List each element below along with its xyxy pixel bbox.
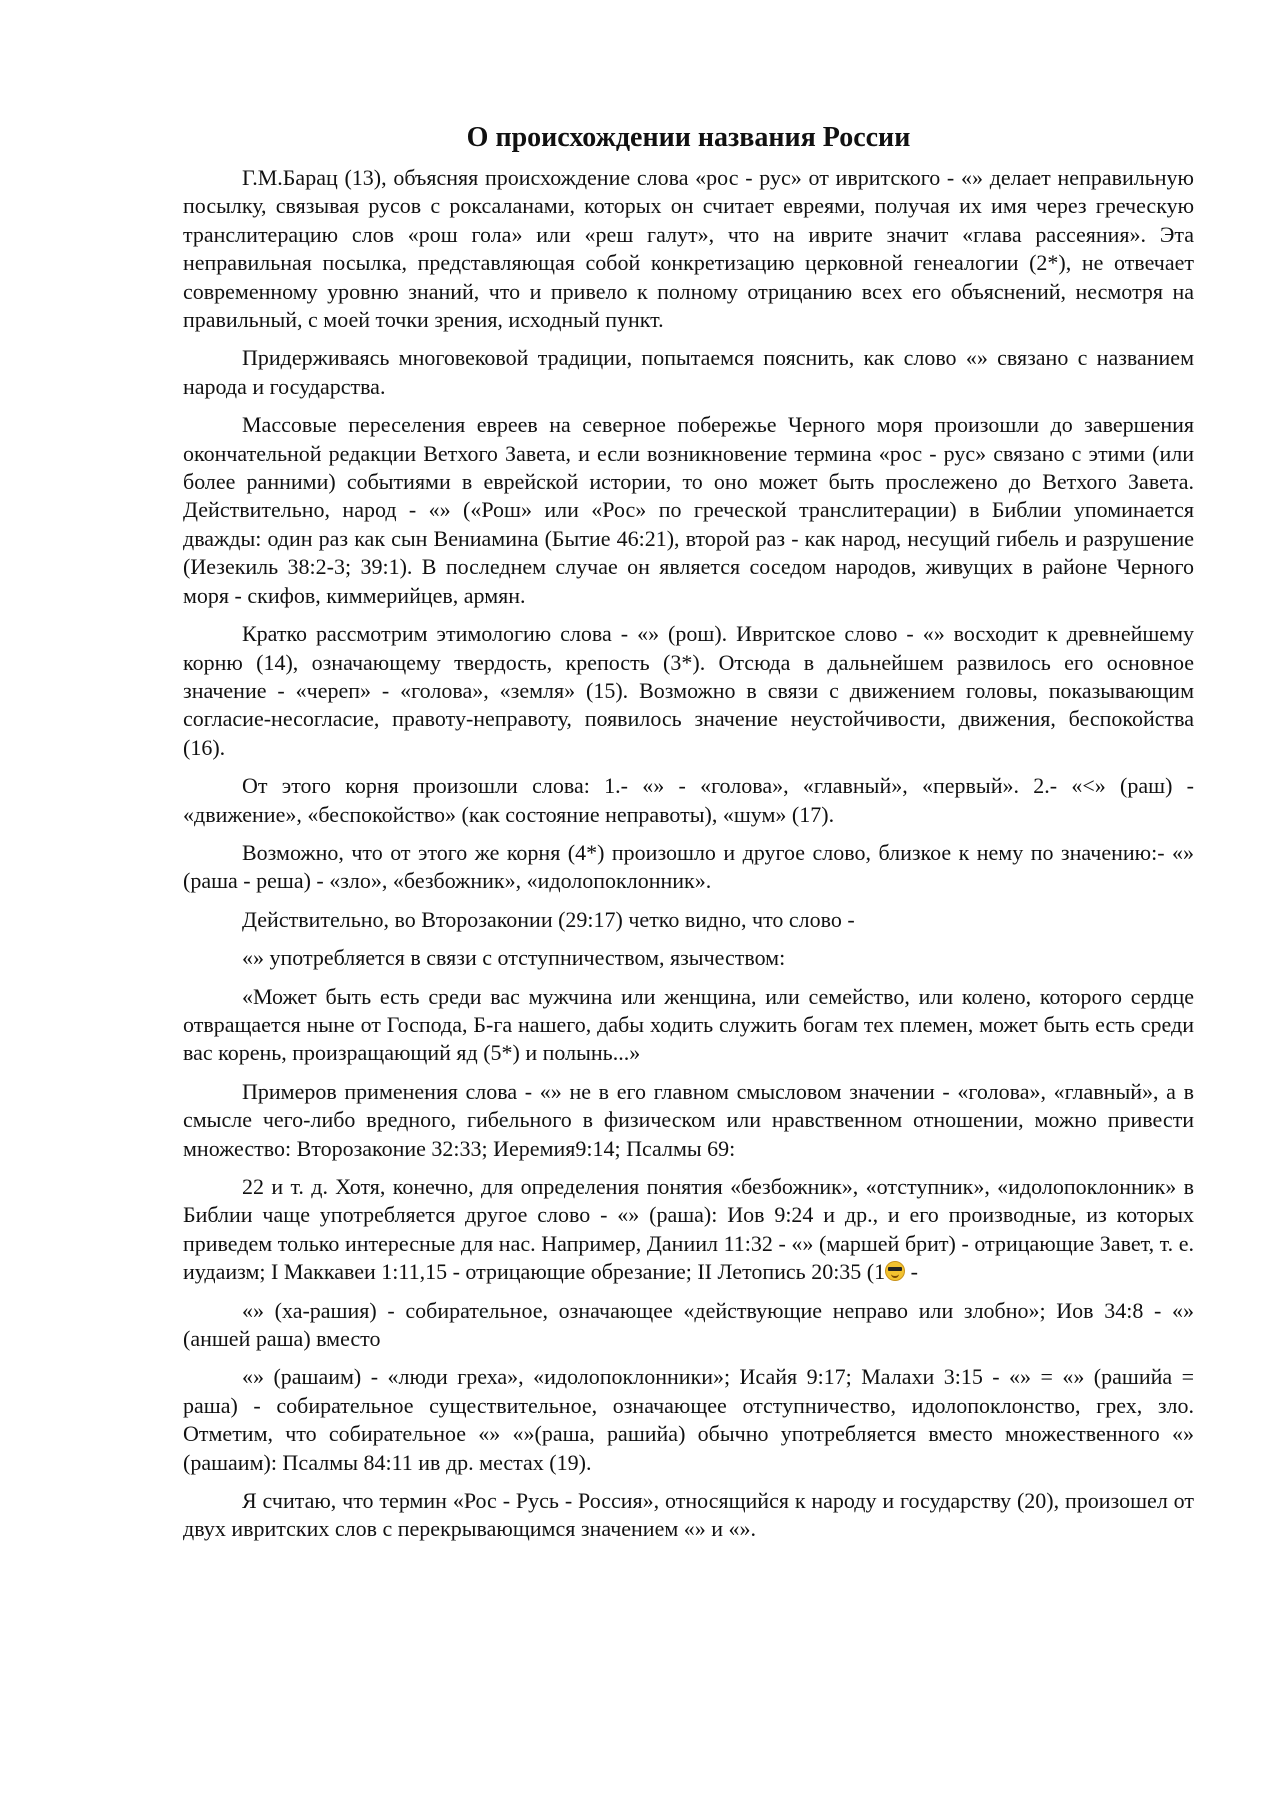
- paragraph-13: «» (рашаим) - «люди греха», «идолопоклонники»; Исайя 9:17; Малахи 3:15 - «» = «» (рашийа = раша) - собирательное существительное, означающее отступничество, идолопоклонство, грех, зло. Отметим, что собирательное «» «»(раша, рашийа) обычно употребляется вместо множественного «» (рашаим): Псалмы 84:11 ив др. местах (19).: [183, 1364, 1194, 1475]
- paragraph-5: От этого корня произошли слова: 1.- «» - «голова», «главный», «первый». 2.- «<» (раш) - «движение», «беспокойство» (как состояние неправоты), «шум» (17).: [183, 773, 1194, 827]
- paragraph-2: Придерживаясь многовековой традиции, попытаемся пояснить, как слово «» связано с названием народа и государства.: [183, 345, 1194, 399]
- paragraph-11: [183, 1173, 1194, 1287]
- paragraph-8: «» употребляется в связи с отступничеством, язычеством:: [242, 945, 786, 971]
- paragraph-12: «» (ха-рашия) - собирательное, означающее «действующие неправо или злобно»; Иов 34:8 - «» (аншей раша) вместо: [183, 1297, 1194, 1352]
- paragraph-14: Я считаю, что термин «Рос - Русь - Россия», относящийся к народу и государству (20), произошел от двух ивритских слов с перекрывающимся значением «» и «».: [183, 1488, 1194, 1542]
- paragraph-10: Примеров применения слова - «» не в его главном смысловом значении - «голова», «главный», а в смысле чего-либо вредного, гибельного в физическом или нравственном отношении, можно привести множество: Второзаконие 32:33; Иеремия9:14; Псалмы 69:: [183, 1078, 1194, 1161]
- paragraph-11-text: 22 и т. д. Хотя, конечно, для определения понятия «безбожник», «отступник», «идолопоклонник» в Библии чаще употребляется другое слово - «» (раша): Иов 9:24 и др., и его производные, из которых приведем только интересные для нас. Например, Даниил 11:32 - «» (маршей брит) - отрицающие Завет, т. е. иудаизм; I Маккавеи 1:11,15 - отрицающие обрезание; II Летопись 20:35 (1: [183, 1174, 1194, 1285]
- paragraph-11-tail: -: [905, 1259, 918, 1285]
- paragraph-7: Действительно, во Второзаконии (29:17) четко видно, что слово -: [242, 906, 855, 932]
- paragraph-3: Массовые переселения евреев на северное побережье Черного моря произошли до завершения окончательной редакции Ветхого Завета, и если возникновение термина «рос - рус» связано с этими (или более ранними) событиями в еврейской истории, то оно может быть прослежено до Ветхого Завета. Действительно, народ - «» («Рош» или «Рос» по греческой транслитерации) в Библии упоминается дважды: один раз как сын Вениамина (Бытие 46:21), второй раз - как народ, несущий гибель и разрушение (Иезекиль 38:2-3; 39:1). В последнем случае он является соседом народов, живущих в районе Черного моря - скифов, киммерийцев, армян.: [183, 412, 1194, 608]
- document-page: [183, 118, 1194, 1554]
- paragraph-4: Кратко рассмотрим этимологию слова - «» (рош). Ивритское слово - «» восходит к древнейшему корню (14), означающему твердость, крепость (3*). Отсюда в дальнейшем развилось его основное значение - «череп» - «голова», «земля» (15). Возможно в связи с движением головы, показывающим согласие-несогласие, правоту-неправоту, появилось значение неустойчивости, движения, беспокойства (16).: [183, 621, 1194, 760]
- paragraph-9-quote: «Может быть есть среди вас мужчина или женщина, или семейство, или колено, которого сердце отвращается ныне от Господа, Б-га нашего, дабы ходить служить богам тех племен, может быть есть среди вас корень, произращающий яд (5*) и полынь...»: [183, 983, 1194, 1066]
- smiling-face-with-sunglasses-icon: [885, 1261, 905, 1281]
- paragraph-1: Г.М.Барац (13), объясняя происхождение слова «рос - рус» от ивритского - «» делает неправильную посылку, связывая русов с роксаланами, которых он считает евреями, получая их имя через греческую транслитерацию слов «рош гола» или «реш галут», что на иврите значит «глава рассеяния». Эта неправильная посылка, представляющая собой конкретизацию церковной генеалогии (2*), не отвечает современному уровню знаний, что и привело к полному отрицанию всех его объяснений, несмотря на правильный, с моей точки зрения, исходный пункт.: [183, 165, 1194, 333]
- page-title: О происхождении названия России: [466, 122, 911, 153]
- paragraph-6: Возможно, что от этого же корня (4*) произошло и другое слово, близкое к нему по значению:- «» (раша - реша) - «зло», «безбожник», «идолопоклонник».: [183, 839, 1194, 894]
